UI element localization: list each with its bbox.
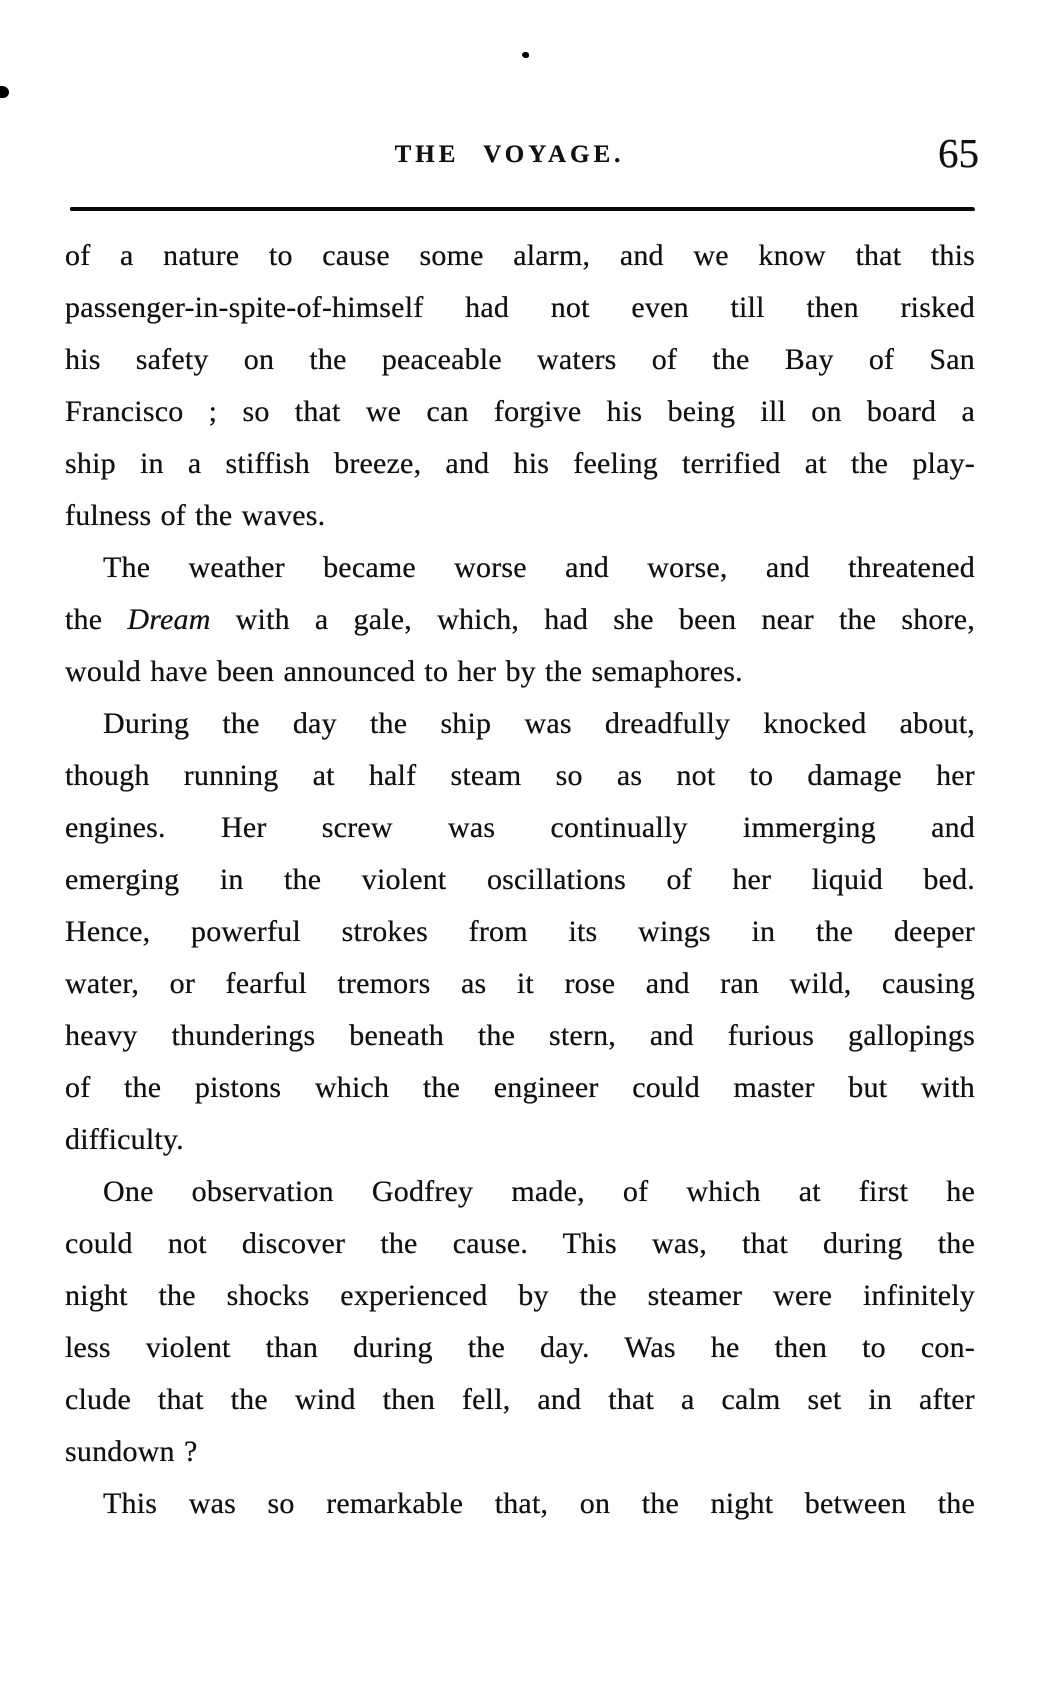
text-line	[65, 1426, 975, 1478]
text-line	[65, 438, 975, 490]
text-segment: less violent than during the day. Was he then to con-	[65, 1331, 975, 1364]
text-segment: Hence, powerful strokes from its wings in the deeper	[65, 915, 975, 948]
paragraph	[65, 230, 975, 542]
page-number: 65	[938, 130, 979, 176]
text-line	[65, 1010, 975, 1062]
text-line	[65, 1270, 975, 1322]
text-line	[65, 282, 975, 334]
text-segment: difficulty.	[65, 1123, 184, 1156]
text-segment: Francisco ; so that we can forgive his being ill on board a	[65, 395, 975, 428]
text-line	[65, 646, 975, 698]
text-segment: of a nature to cause some alarm, and we know that this	[65, 239, 975, 272]
page-title: THE VOYAGE.	[394, 141, 625, 168]
text-segment: though running at half steam so as not to damage her	[65, 759, 975, 792]
text-segment: passenger-in-spite-of-himself had not even till then risked	[65, 291, 975, 324]
text-line	[65, 334, 975, 386]
text-line	[65, 1114, 975, 1166]
text-segment: emerging in the violent oscillations of her liquid bed.	[65, 863, 975, 896]
text-line	[65, 802, 975, 854]
text-line	[65, 1374, 975, 1426]
text-segment: heavy thunderings beneath the stern, and furious gallopings	[65, 1019, 975, 1052]
text-segment: The weather became worse and worse, and threatened	[103, 551, 975, 584]
text-segment: the	[65, 603, 128, 636]
text-segment: his safety on the peaceable waters of the Bay of San	[65, 343, 975, 376]
ink-speck	[522, 52, 529, 58]
running-header	[0, 128, 1043, 188]
text-line	[65, 854, 975, 906]
text-segment: During the day the ship was dreadfully knocked about,	[103, 707, 975, 740]
text-line	[65, 1322, 975, 1374]
ship-name-italic: Dream	[127, 603, 211, 636]
text-line	[65, 750, 975, 802]
paragraph	[65, 1166, 975, 1478]
text-segment: engines. Her screw was continually immerging and	[65, 811, 975, 844]
paragraph	[65, 1478, 975, 1530]
header-rule	[70, 207, 975, 211]
text-segment: could not discover the cause. This was, that during the	[65, 1227, 975, 1260]
text-segment: water, or fearful tremors as it rose and ran wild, causing	[65, 967, 975, 1000]
text-line	[65, 230, 975, 282]
text-line	[65, 594, 975, 646]
text-line	[65, 1166, 975, 1218]
text-segment: of the pistons which the engineer could master but with	[65, 1071, 975, 1104]
page-body-text	[65, 230, 975, 1530]
text-segment: clude that the wind then fell, and that a calm set in after	[65, 1383, 975, 1416]
paragraph	[65, 698, 975, 1166]
text-segment: ship in a stiffish breeze, and his feeling terrified at the play-	[65, 447, 975, 480]
text-segment: This was so remarkable that, on the night between the	[103, 1487, 975, 1520]
text-line	[65, 542, 975, 594]
text-segment: with a gale, which, had she been near the shore,	[210, 603, 975, 636]
text-line	[65, 958, 975, 1010]
text-segment: night the shocks experienced by the steamer were infinitely	[65, 1279, 975, 1312]
text-segment: sundown ?	[65, 1435, 198, 1468]
text-line	[65, 906, 975, 958]
text-segment: One observation Godfrey made, of which at first he	[103, 1175, 975, 1208]
text-line	[65, 1218, 975, 1270]
paragraph	[65, 542, 975, 698]
text-segment: fulness of the waves.	[65, 499, 326, 532]
text-line	[65, 698, 975, 750]
text-line	[65, 1062, 975, 1114]
text-line	[65, 490, 975, 542]
text-line	[65, 1478, 975, 1530]
text-segment: would have been announced to her by the semaphores.	[65, 655, 743, 688]
text-line	[65, 386, 975, 438]
ink-speck	[0, 86, 9, 98]
